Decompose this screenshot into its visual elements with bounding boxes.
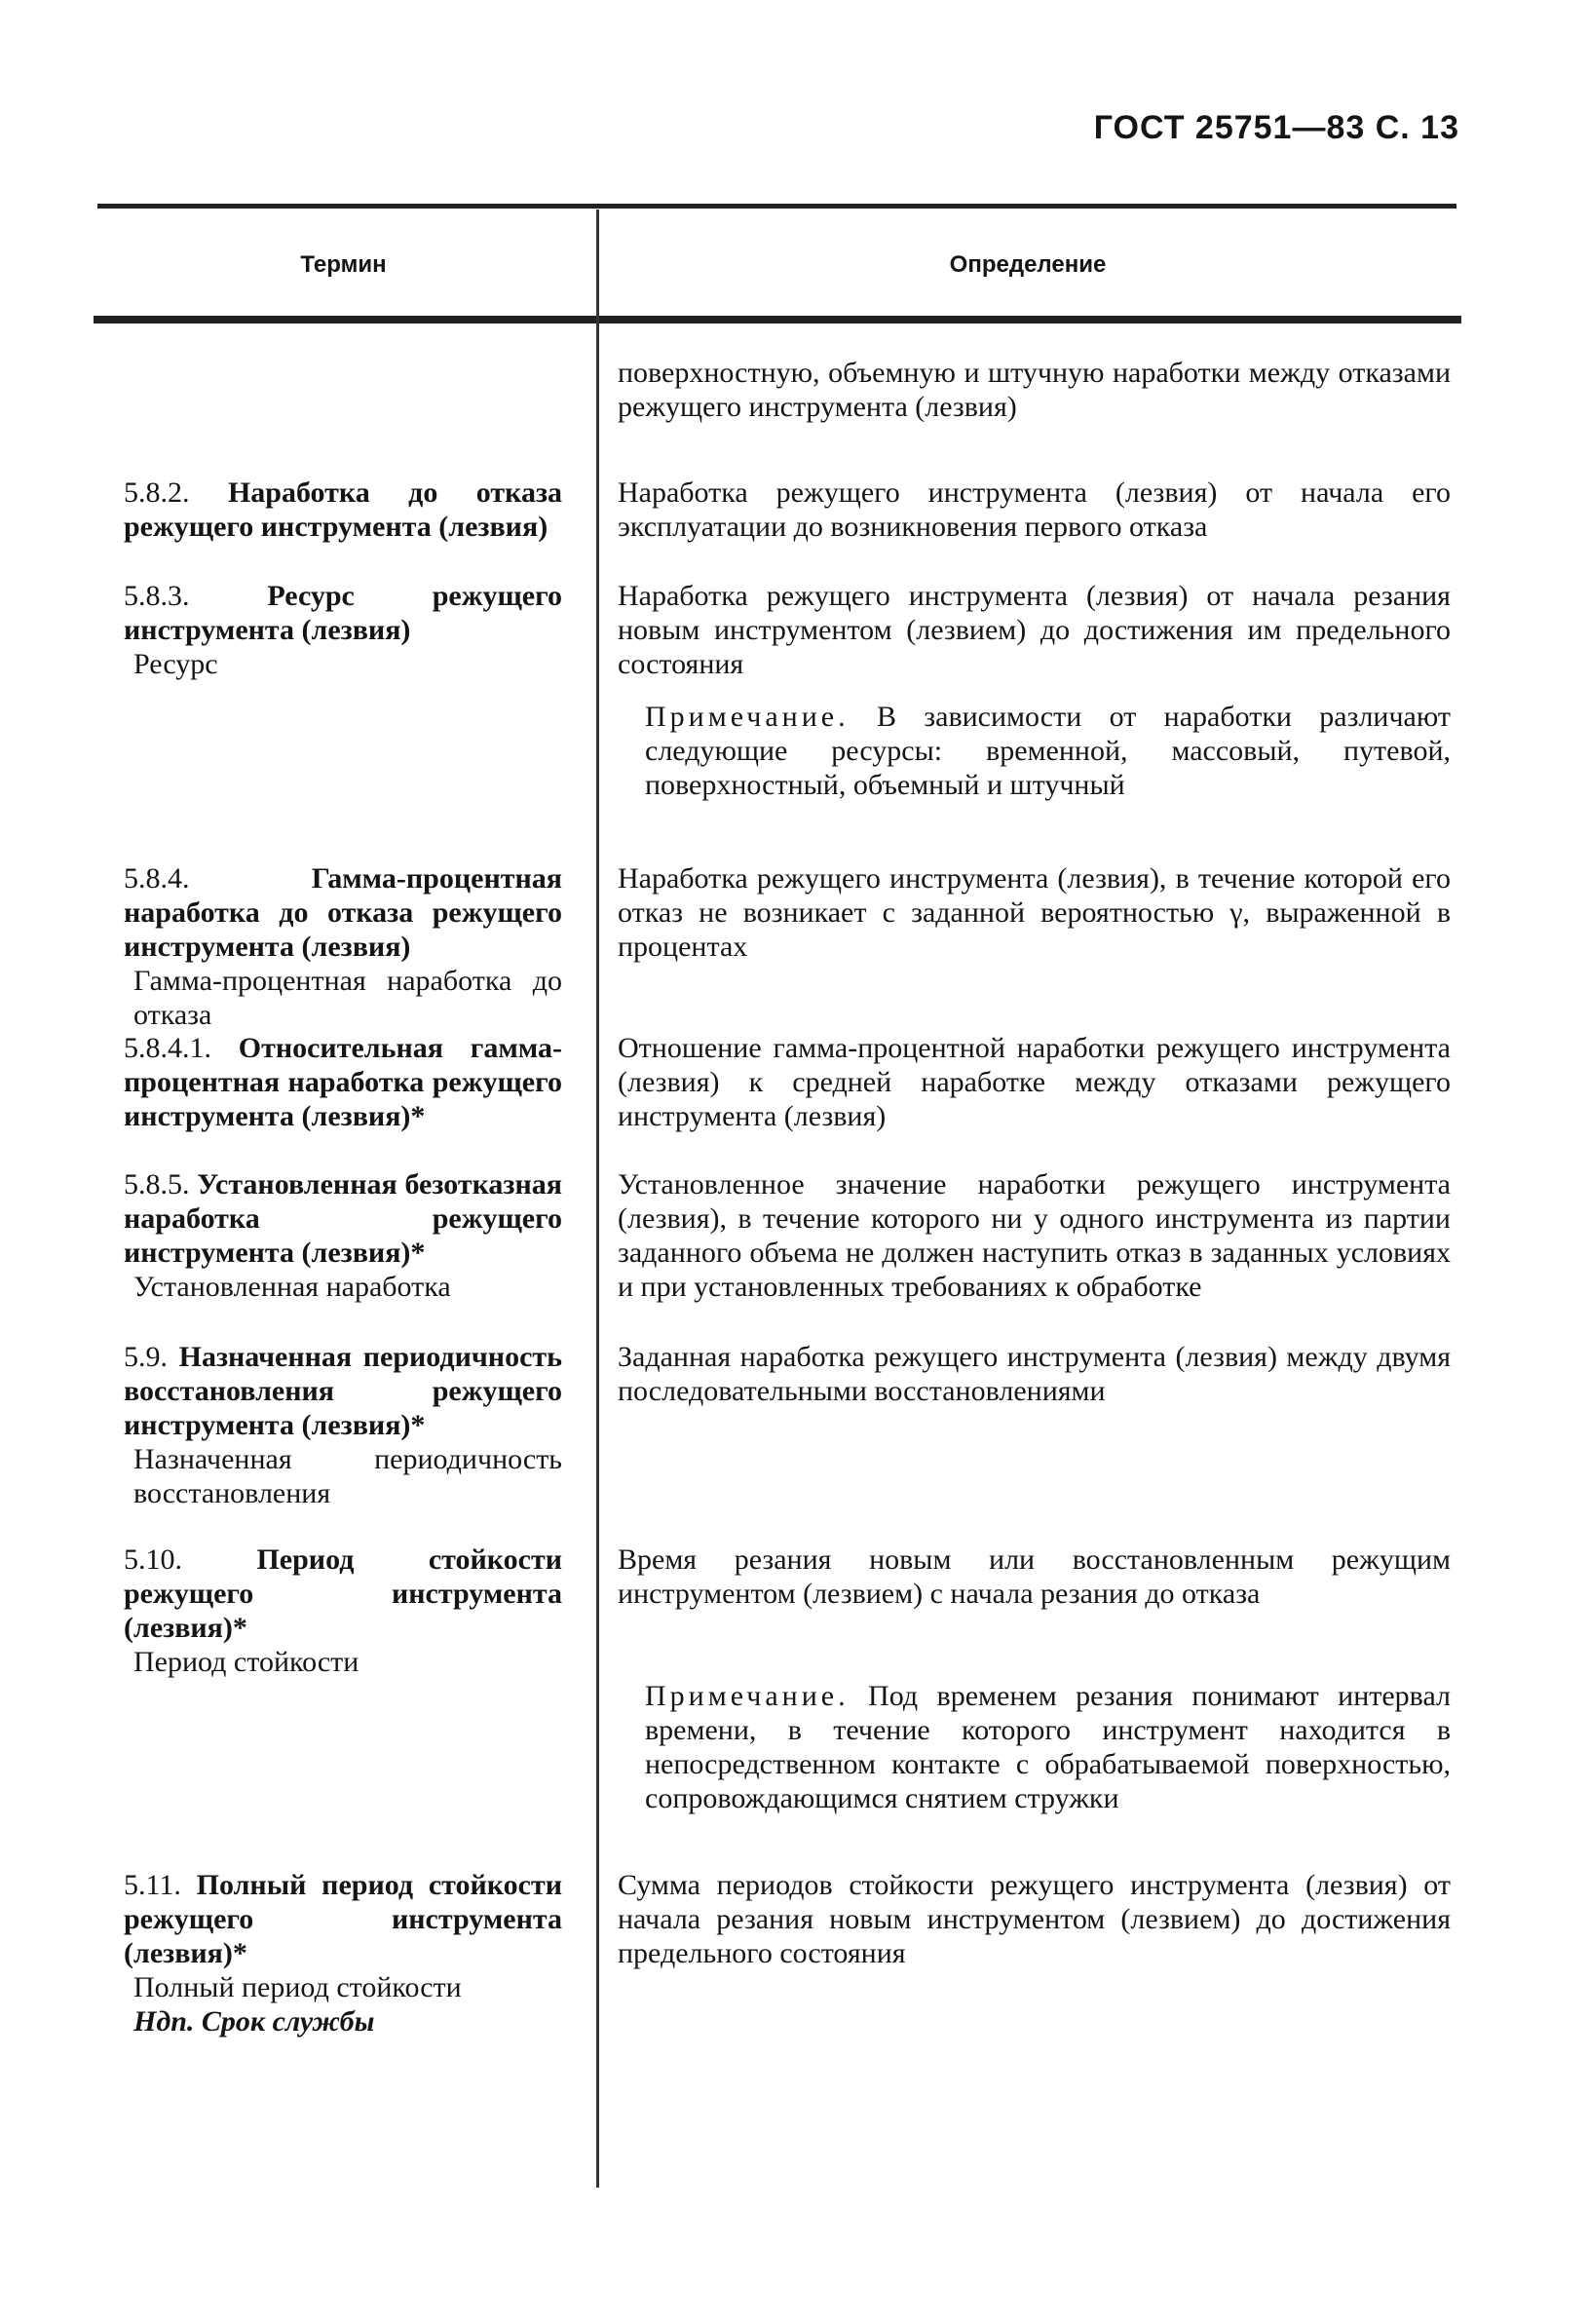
table-top-rule [97,204,1456,209]
definition-5-8-5: Установленное значение наработки режущего инструмента (лезвия), в течение которого ни у одного инструмента из партии заданного объема не должен наступить отказ в заданных условиях и при установленных требованиях к обработке [618,1168,1451,1303]
term-synonym: Назначенная периодичность восстановления [133,1443,562,1509]
definition-5-11: Сумма периодов стойкости режущего инструмента (лезвия) от начала резания новым инструментом (лезвием) до достижения предельного состояния [618,1869,1451,1969]
definition-5-10: Время резания новым или восстановленным режущим инструментом (лезвием) с начала резания до отказа [618,1543,1451,1610]
column-divider [596,210,599,2188]
definition-continued: поверхностную, объемную и штучную наработки между отказами режущего инструмента (лезвия) [618,357,1451,423]
term-synonym: Период стойкости [133,1646,359,1678]
note-5-10 [645,1679,1451,1815]
definition-5-8-4-1: Отношение гамма-процентной наработки режущего инструмента (лезвия) к средней наработке между отказами режущего инструмента (лезвия) [618,1032,1451,1132]
term-name: Ресурс режущего инструмента (лезвия) [124,580,562,646]
term-5-8-3 [124,579,562,681]
term-name: Назначенная периодичность восстановления режущего инструмента (лезвия)* [124,1341,563,1441]
note-text: В зависимости от наработки различают следующие ресурсы: временной, массовый, путевой, поверхностный, объемный и штучный [645,701,1451,801]
note-5-8-3 [645,700,1451,802]
term-name: Установленная безотказная наработка режущего инструмента (лезвия)* [124,1168,562,1269]
term-number: 5.8.4. [124,862,190,895]
term-5-8-4-1 [124,1031,562,1133]
term-5-10 [124,1543,562,1679]
term-synonym: Полный период стойкости [133,1971,462,2003]
definition-5-8-3: Наработка режущего инструмента (лезвия) от начала резания новым инструментом (лезвием) до достижения им предельного состояния [618,580,1451,680]
term-number: 5.11. [124,1869,181,1901]
term-5-11 [124,1868,562,2038]
term-5-8-5 [124,1167,562,1304]
definition-5-9: Заданная наработка режущего инструмента (лезвия) между двумя последовательными восстановлениями [618,1341,1451,1407]
term-5-8-4 [124,861,562,1032]
page-header: ГОСТ 25751—83 С. 13 [1093,109,1459,146]
term-name: Относительная гамма-процентная наработка режущего инструмента (лезвия)* [124,1032,562,1132]
definition-5-8-4: Наработка режущего инструмента (лезвия), в течение которой его отказ не возникает с заданной вероятностью γ, выраженной в процентах [618,862,1451,963]
term-number: 5.8.5. [124,1168,190,1200]
note-text: Под временем резания понимают интервал времени, в течение которого инструмент находится в непосредственном контакте с обрабатываемой поверхностью, сопровождающимся снятием стружки [645,1680,1451,1814]
term-number: 5.8.2. [124,476,190,509]
column-header-definition: Определение [949,251,1107,278]
term-number: 5.9. [124,1341,168,1373]
term-name: Наработка до отказа режущего инструмента (лезвия) [124,476,563,543]
note-label: Примечание. [645,701,850,733]
term-synonym: Гамма-процентная наработка до отказа [133,965,562,1031]
term-name: Период стойкости режущего инструмента (лезвия)* [124,1543,562,1644]
term-5-8-2 [124,476,562,544]
term-not-allowed: Ндп. Срок службы [133,2005,375,2038]
term-synonym: Установленная наработка [133,1271,451,1303]
term-number: 5.8.4.1. [124,1032,211,1064]
column-header-term: Термин [300,251,387,278]
definition-5-8-2: Наработка режущего инструмента (лезвия) от начала его эксплуатации до возникновения первого отказа [618,476,1451,543]
term-5-9 [124,1340,562,1510]
term-name: Гамма-процентная наработка до отказа режущего инструмента (лезвия) [124,862,562,963]
term-number: 5.10. [124,1543,182,1576]
term-number: 5.8.3. [124,580,190,612]
note-label: Примечание. [645,1680,850,1712]
term-name: Полный период стойкости режущего инструмента (лезвия)* [124,1869,562,1969]
term-synonym: Ресурс [133,648,218,680]
table-header-rule [94,316,1461,324]
